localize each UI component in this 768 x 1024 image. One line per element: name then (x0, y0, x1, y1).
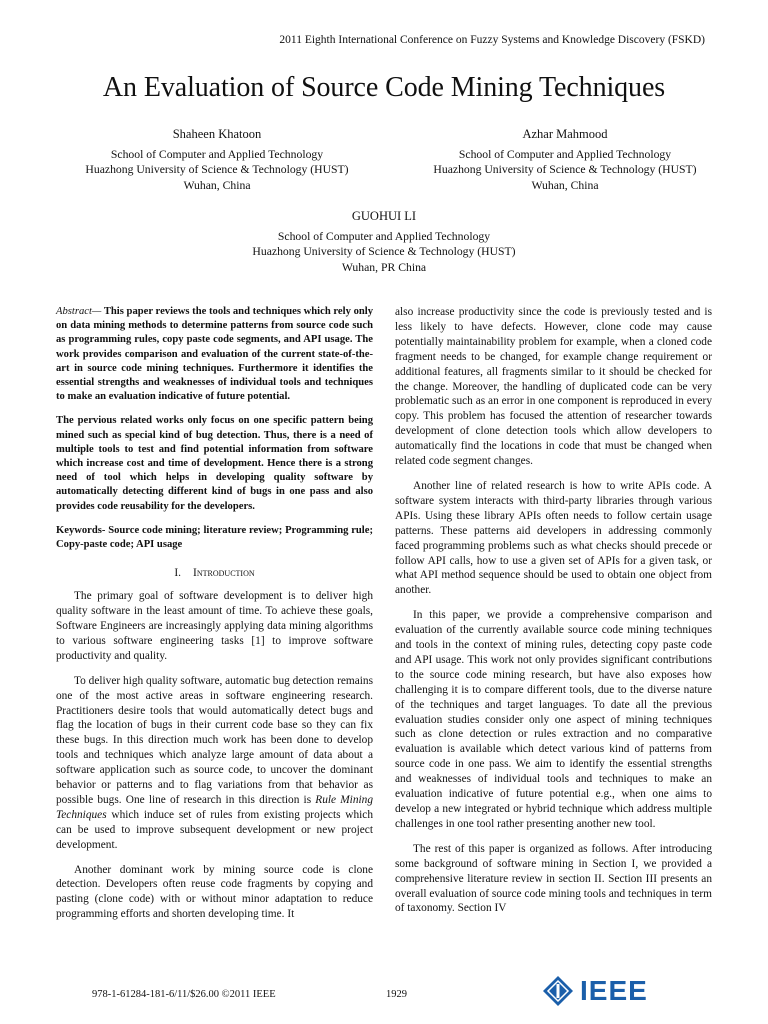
ieee-wordmark: IEEE (580, 975, 648, 1006)
author-block-1 (52, 127, 382, 193)
author-location: Wuhan, PR China (341, 260, 427, 274)
ieee-diamond-icon (542, 975, 574, 1007)
section-heading-introduction (56, 566, 373, 581)
author-univ: Huazhong University of Science & Technology (HUST) (252, 245, 516, 258)
author-name: GUOHUI LI (351, 209, 417, 223)
intro-paragraph-3: Another dominant work by mining source code is clone detection. Developers often reuse code fragments by copying and pasting (clone code) with or without minor adaptation to reduce programming efforts and shorten developing time. It (56, 863, 373, 921)
intro-paragraph-2 (56, 674, 373, 853)
intro-paragraph-2-part-b: which induce set of rules from existing projects which can be used to improve subsequent development or new project development. (56, 808, 373, 851)
intro-paragraph-1: The primary goal of software development is to deliver high quality software in the least amount of time. To achieve these goals, Software Engineers are increasingly applying data mining algorithms to various software engineering tasks [1] to improve software productivity and quality. (56, 590, 373, 662)
right-paragraph-3: In this paper, we provide a comprehensive comparison and evaluation of the currently available source code mining techniques and tools in the context of mining rules, detecting copy paste code and API usage. This work not only provides significant contributions to the source code mining research, but have also exposes how challenging it is to compare different tools, due to the diverse nature of the techniques and target languages. To date all the previous evaluation studies consider only one aspect of mining techniques such as clone detection or rules extraction and no comparative evaluation is available which detect various kind of patterns from source code in one pass. We aim to identify the essential strengths and weaknesses of individual tools and techniques to make an evaluation indicative of future potential e.g., when one aims to develop a new integrated or hybrid technique which address multiple challenges in one tool rather presenting another new tool. (395, 609, 712, 830)
section-title: Introduction (193, 567, 255, 580)
author-location: Wuhan, China (531, 178, 599, 192)
section-number: I. (174, 567, 182, 580)
conference-header: 2011 Eighth International Conference on Fuzzy Systems and Knowledge Discovery (FSKD) (279, 34, 705, 46)
author-name: Azhar Mahmood (522, 127, 608, 141)
abstract-label: Abstract— (56, 306, 102, 317)
right-column (395, 305, 712, 916)
right-paragraph-4: The rest of this paper is organized as follows. After introducing some background of software mining in Section I, we provided a comprehensive literature review in section II. Section III presents an overall evaluation of source code mining tools and techniques in term of taxonomy. Section IV (395, 842, 712, 915)
author-dept: School of Computer and Applied Technology (458, 147, 672, 161)
left-column (56, 305, 373, 922)
page-number: 1929 (386, 989, 407, 1000)
author-block-2 (400, 127, 730, 193)
abstract-text: This paper reviews the tools and techniques which rely only on data mining methods to determine patterns from source code such as programming rules, copy paste code segments, and API usage. The work provides comparison and evaluation of the current state-of-the-art in source code mining techniques. Furthermore it identifies the essential strengths and weaknesses of individual tools and techniques to make an evaluation indicative of future potential. (56, 306, 373, 403)
author-block-3 (192, 209, 576, 275)
author-univ: Huazhong University of Science & Technology (HUST) (85, 163, 349, 176)
intro-paragraph-2-part-a: To deliver high quality software, automatic bug detection remains one of the most active areas in software engineering research. Practitioners desire tools that would automatically detect bugs and flag the location of bugs in their current code base so they can fix these bugs. In this direction much work has been done to develop tools and techniques which analyze large amount of data about a software application such as source code, to uncover the dominant behavior or patterns and to flag variations from that behavior as possible bugs. One line of research in this direction is (56, 674, 373, 806)
footer-isbn: 978-1-61284-181-6/11/$26.00 ©2011 IEEE (92, 989, 276, 1000)
author-name: Shaheen Khatoon (172, 127, 262, 141)
author-location: Wuhan, China (183, 178, 251, 192)
paper-title: An Evaluation of Source Code Mining Techniques (102, 72, 666, 103)
abstract (56, 305, 373, 404)
keywords: Keywords- Source code mining; literature review; Programming rule; Copy-paste code; API usage (56, 524, 373, 551)
author-univ: Huazhong University of Science & Technology (HUST) (433, 163, 697, 176)
author-dept: School of Computer and Applied Technology (277, 229, 491, 243)
abstract-paragraph-2: The pervious related works only focus on one specific pattern being mined such as special kind of bug detection. Thus, there is a need of multiple tools to test and find potential information from software which increase cost and time of development. Hence there is a strong need of tool which helps in developing quality software by automatically detecting different kind of bugs in one pass and also provides code reusability for the developers. (56, 415, 373, 512)
ieee-logo (540, 973, 660, 1013)
right-paragraph-1: also increase productivity since the code is previously tested and is less likely to have defects. However, clone code may cause potentially maintainability problem for example, when a cloned code fragment needs to be changed, for example change requirement or additional features, all fragments similar to it should be checked for the change. Moreover, the handling of duplicated code can be very problematic such as an error in one component is reproduced in every copy. This problem has focused the attention of researcher towards development of clone detection tools which allow developers to automatically find the locations in code that must be changed when related code segment changes. (395, 306, 712, 468)
author-dept: School of Computer and Applied Technology (110, 147, 324, 161)
rule-mining-emphasis: Rule Mining Techniques (56, 793, 373, 821)
right-paragraph-2: Another line of related research is how to write APIs code. A software system interacts with third-party libraries through various APIs. Using these library APIs often needs to follow certain usage patterns. These patterns aid developers in addressing commonly faced programming problems such as what checks should precede or follow API calls, how to use a given set of APIs for a given task, or what API method sequence should be used to obtain one object from another. (395, 479, 712, 597)
